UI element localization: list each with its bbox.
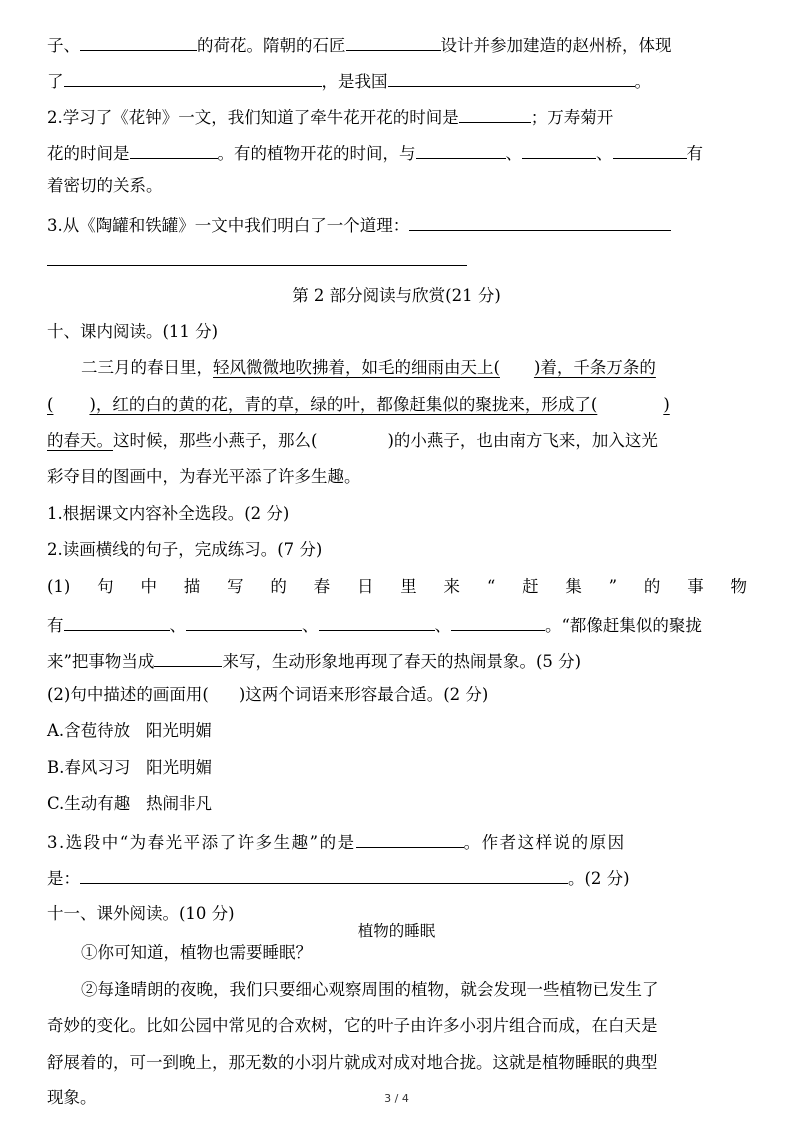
answer-blank[interactable] <box>459 105 531 123</box>
option-a[interactable]: A.含苞待放 阳光明媚 <box>47 721 212 740</box>
fill-space[interactable] <box>317 431 387 451</box>
answer-blank[interactable] <box>522 141 596 159</box>
sub-question-1-char: 写 <box>227 577 244 596</box>
passage-line-1 <box>47 358 747 380</box>
fill-space[interactable] <box>500 358 534 378</box>
answer-blank[interactable] <box>388 69 635 87</box>
text: 。 <box>634 72 651 91</box>
sub-question-1-char: 赶 <box>522 577 539 596</box>
text: 、 <box>434 616 451 635</box>
question-3-line-2 <box>47 248 747 270</box>
text: 轻风微微地吹拂着，如毛的细雨由天上 <box>213 358 494 377</box>
text: 有 <box>47 616 64 635</box>
sub-question-1-char: 描 <box>183 577 201 596</box>
page-number: 3 / 4 <box>384 1092 409 1105</box>
question-2-line-3: 着密切的关系。 <box>47 176 163 195</box>
answer-blank[interactable] <box>80 33 197 51</box>
sub-question-1-char: “ <box>486 577 496 596</box>
answer-blank[interactable] <box>130 141 218 159</box>
underlined-sentence <box>47 395 670 414</box>
answer-blank[interactable] <box>451 613 545 631</box>
sub-question-1-char: 句 <box>97 577 114 596</box>
question-2 <box>47 105 747 127</box>
sub-question-1-char: 春 <box>313 577 331 596</box>
part-2-title: 第 2 部分阅读与欣赏(21 分) <box>292 286 501 305</box>
answer-blank[interactable] <box>64 69 322 87</box>
section-10-heading: 十、课内阅读。(11 分) <box>47 322 219 341</box>
option-c[interactable]: C.生动有趣 热闹非凡 <box>47 794 213 813</box>
text: )，红的白的黄的花，青的草，绿的叶，都像赶集似的聚拢来，形成了( <box>89 395 598 414</box>
sub-question-1-line-3 <box>47 649 747 671</box>
text: 、 <box>505 144 522 163</box>
fill-space[interactable] <box>597 395 663 415</box>
passage-line-3 <box>47 431 747 453</box>
essay-paragraph-2-line-4: 现象。 <box>47 1088 97 1107</box>
fill-space[interactable] <box>209 685 239 705</box>
sub-question-1-char: 中 <box>140 577 157 596</box>
text: (2)句中描述的画面用( <box>47 685 209 704</box>
sub-question-1-char: 的 <box>643 577 661 596</box>
text: 有 <box>686 144 703 163</box>
question-2-reading: 2.读画横线的句子，完成练习。(7 分) <box>47 540 323 559</box>
answer-blank[interactable] <box>47 248 467 266</box>
passage-line-4: 彩夺目的图画中，为春光平添了许多生趣。 <box>47 467 361 486</box>
text: ；万寿菊开 <box>530 108 614 127</box>
sub-question-1-char: 来 <box>443 577 461 596</box>
text: 、 <box>302 616 319 635</box>
answer-blank[interactable] <box>613 141 687 159</box>
sub-question-1-char: 物 <box>730 577 747 596</box>
essay-title: 植物的睡眠 <box>357 922 436 940</box>
answer-blank[interactable] <box>409 213 671 231</box>
sub-question-1-char: 集 <box>565 577 582 596</box>
fill-line-1 <box>47 33 747 55</box>
sub-question-1-char: ” <box>608 577 618 596</box>
text: 设计并参加建造的赵州桥，体现 <box>440 36 672 55</box>
sub-question-1-char: 日 <box>356 577 374 596</box>
question-1: 1.根据课文内容补全选段。(2 分) <box>47 504 290 523</box>
answer-blank[interactable] <box>319 613 435 631</box>
passage-line-2 <box>47 395 747 417</box>
sub-question-1-line-2 <box>47 613 747 635</box>
text: 来写，生动形象地再现了春天的热闹景象。(5 分) <box>222 652 582 671</box>
text: 花的时间是 <box>47 144 130 163</box>
essay-paragraph-2-line-3: 舒展着的，可一到晚上，那无数的小羽片就成对成对地合拢。这就是植物睡眠的典型 <box>47 1053 658 1072</box>
text: 、 <box>169 616 186 635</box>
text: 。作者这样说的原因 <box>463 833 626 852</box>
question-3-reading-line-2 <box>47 866 747 888</box>
text: 。有的植物开花的时间，与 <box>217 144 416 163</box>
sub-question-1-char: 事 <box>687 577 704 596</box>
underlined-sentence <box>213 358 656 377</box>
essay-paragraph-2-line-2: 奇妙的变化。比如公园中常见的合欢树，它的叶子由许多小羽片组合而成，在白天是 <box>47 1016 658 1035</box>
text: 这时候，那些小燕子，那么( <box>113 431 318 450</box>
text: ) <box>663 395 670 414</box>
underlined-sentence: 的春天。 <box>47 431 113 450</box>
text: 、 <box>596 144 613 163</box>
text: 了 <box>47 72 64 91</box>
answer-blank[interactable] <box>64 613 170 631</box>
text: ，是我国 <box>321 72 388 91</box>
answer-blank[interactable] <box>186 613 302 631</box>
answer-blank[interactable] <box>356 830 464 848</box>
answer-blank[interactable] <box>416 141 506 159</box>
text: 来”把事物当成 <box>47 652 155 671</box>
sub-question-1 <box>47 577 747 599</box>
option-b[interactable]: B.春风习习 阳光明媚 <box>47 758 213 777</box>
text: 3.从《陶罐和铁罐》一文中我们明白了一个道理： <box>47 216 410 235</box>
text: 是： <box>47 869 80 888</box>
text: 2.学习了《花钟》一文，我们知道了牵牛花开花的时间是 <box>47 108 459 127</box>
text: 。“都像赶集似的聚拢 <box>545 616 702 635</box>
question-2-line-2 <box>47 141 747 163</box>
fill-space[interactable] <box>53 395 89 415</box>
essay-paragraph-1: ①你可知道，植物也需要睡眠？ <box>81 943 312 962</box>
text: ( <box>47 395 54 414</box>
sub-question-1-char: 的 <box>270 577 287 596</box>
essay-paragraph-2-line-1: ②每逢晴朗的夜晚，我们只要细心观察周围的植物，就会发现一些植物已发生了 <box>81 980 659 999</box>
sub-question-1-char: (1) <box>47 577 71 596</box>
section-11-heading: 十一、课外阅读。(10 分) <box>47 904 235 923</box>
sub-question-2 <box>47 685 747 707</box>
text: )这两个词语来形容最合适。(2 分) <box>238 685 489 704</box>
answer-blank[interactable] <box>80 866 568 884</box>
text: 3.选段中“为春光平添了许多生趣”的是 <box>47 833 356 852</box>
sub-question-1-char: 里 <box>400 577 417 596</box>
text: 二三月的春日里， <box>81 358 213 377</box>
fill-line-2 <box>47 69 747 91</box>
answer-blank[interactable] <box>346 33 441 51</box>
text: 的荷花。隋朝的石匠 <box>197 36 346 55</box>
text: 。(2 分) <box>568 869 630 888</box>
answer-blank[interactable] <box>154 649 222 667</box>
text: )的小燕子，也由南方飞来，加入这光 <box>387 431 658 450</box>
text: 子、 <box>47 36 80 55</box>
text: )着，千条万条的 <box>533 358 656 377</box>
question-3-reading <box>47 830 747 852</box>
text: ( <box>493 358 500 377</box>
question-3 <box>47 213 747 235</box>
